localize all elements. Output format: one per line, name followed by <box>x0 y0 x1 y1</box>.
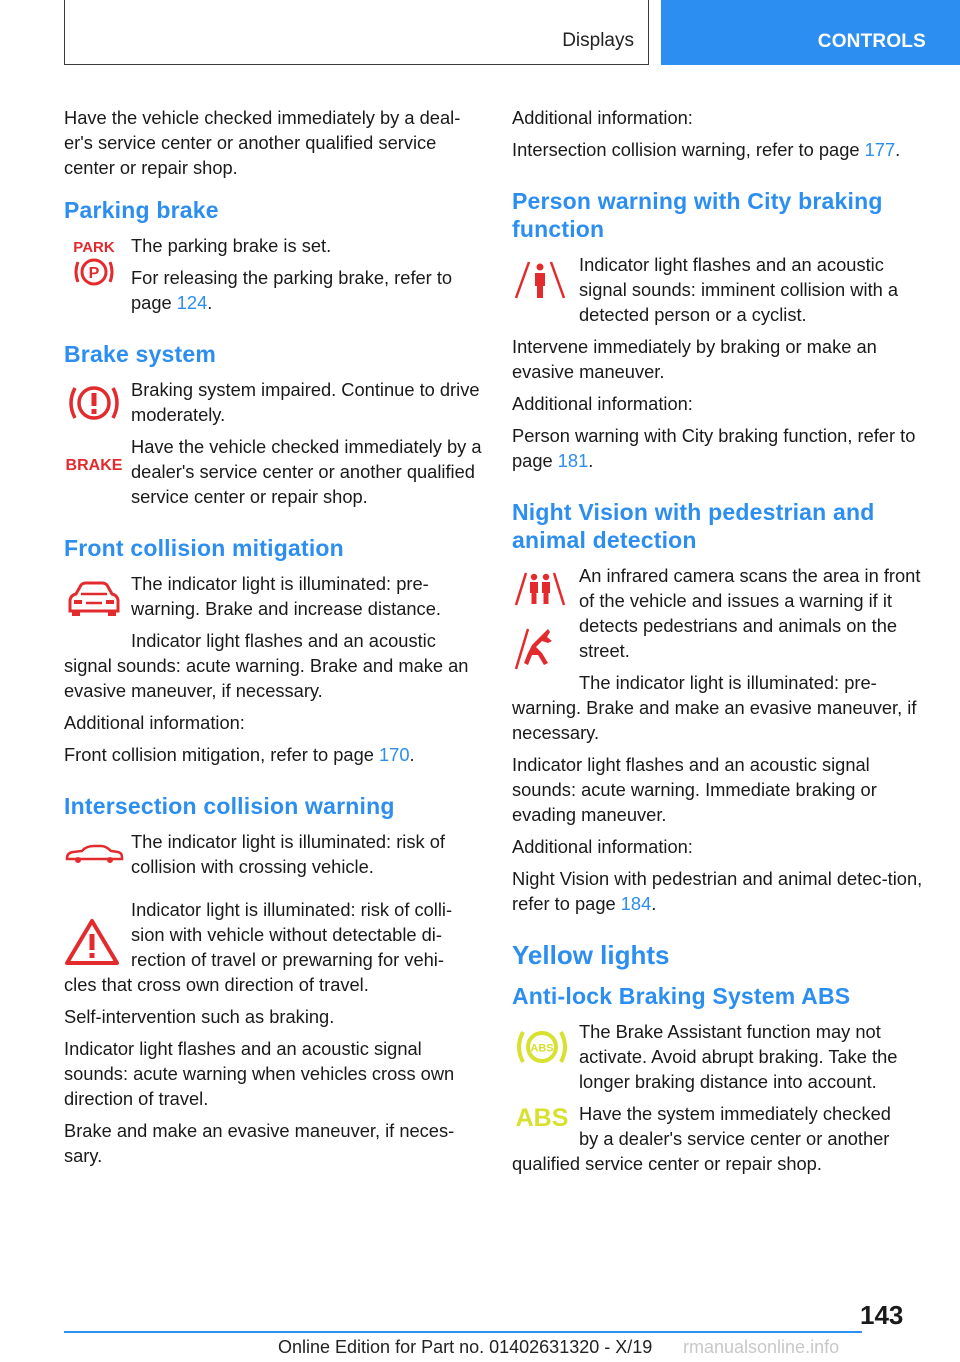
person-ref-period: . <box>588 450 594 471</box>
front-collision-block <box>64 571 482 767</box>
car-front-icon <box>64 581 124 617</box>
intersection-text-1: The indicator light is illuminated: risk of collision with crossing vehicle. <box>131 831 445 877</box>
intersection-text-3: Self-intervention such as braking. <box>64 1006 335 1027</box>
parking-brake-text-2 <box>131 265 482 315</box>
heading-intersection-warning: Intersection collision warning <box>64 793 395 819</box>
front-collision-text-2a: Indicator light flashes and an acoustic <box>131 630 436 651</box>
left-column <box>64 105 482 1175</box>
page-link-177[interactable]: 177 <box>864 139 896 160</box>
intersection-text-2b: cles that cross own direction of travel. <box>64 974 369 995</box>
chapter-title: CONTROLS <box>817 31 926 52</box>
abs-text-2b: by a dealer's service center or another <box>579 1128 890 1149</box>
section-title: Displays <box>562 30 634 51</box>
intersection-text-2a: Indicator light is illuminated: risk of colli‐sion with vehicle without detectable di‐rection of travel or prewarning for vehi‐ <box>131 899 453 970</box>
abs-text-2c: qualified service center or repair shop. <box>512 1153 822 1174</box>
intersection-ref-period: . <box>895 139 901 160</box>
intersection-block <box>64 829 482 1168</box>
front-ref-period: . <box>409 744 415 765</box>
page-link-170[interactable]: 170 <box>379 744 410 765</box>
night-vision-text-2b: warning. Brake and make an evasive maneuver, if necessary. <box>512 697 917 743</box>
intersection-ref-text: Intersection collision warning, refer to page <box>512 139 865 160</box>
night-vision-block <box>512 563 930 916</box>
abs-text-2 <box>512 1101 930 1176</box>
svg-text:P: P <box>88 265 100 282</box>
night-vision-text-3: Indicator light flashes and an acoustic signal sounds: acute warning. Immediate braking or evading maneuver. <box>512 754 877 825</box>
night-vision-text-2 <box>512 670 930 745</box>
brake-system-block <box>64 377 482 509</box>
front-ref-text: Front collision mitigation, refer to page <box>64 744 379 765</box>
parking-brake-text-1: The parking brake is set. <box>131 235 332 256</box>
person-warning-ref <box>512 423 930 473</box>
brake-icon-label: BRAKE <box>65 457 123 474</box>
brake-text-icon <box>64 453 124 475</box>
car-side-icon <box>64 843 124 865</box>
abs-block <box>512 1019 930 1176</box>
abs-text-icon <box>512 1103 572 1131</box>
parking-brake-block <box>64 233 482 315</box>
night-ref-text: Night Vision with pedestrian and animal detec‐tion, refer to page <box>512 868 923 914</box>
brake-system-text-1: Braking system impaired. Continue to drive moderately. <box>131 379 480 425</box>
night-vision-text-1: An infrared camera scans the area in front of the vehicle and issues a warning if it detects pedestrians and animals on the street. <box>579 565 921 661</box>
pedestrians-icon <box>512 569 568 609</box>
parking-ref-period: . <box>207 292 213 313</box>
warning-triangle-icon <box>64 918 120 966</box>
night-vision-text-2a: The indicator light is illuminated: pre‐ <box>579 672 877 693</box>
page-link-184[interactable]: 184 <box>620 893 652 914</box>
pedestrian-warning-icon <box>512 258 568 302</box>
heading-brake-system: Brake system <box>64 341 217 367</box>
night-ref-period: . <box>651 893 657 914</box>
front-collision-ref <box>64 742 482 767</box>
heading-person-warning: Person warning with City braking function <box>512 188 883 242</box>
intro-paragraph: Have the vehicle checked immediately by a deal‐er's service center or another qualified service center or repair shop. <box>64 107 461 178</box>
brake-system-text-2: Have the vehicle checked immediately by a dealer's service center or another qualified service center or repair shop. <box>131 436 482 507</box>
heading-night-vision: Night Vision with pedestrian and animal detection <box>512 499 875 553</box>
heading-yellow-lights: Yellow lights <box>512 940 670 970</box>
front-collision-text-2 <box>64 628 482 703</box>
page-link-181[interactable]: 181 <box>557 450 589 471</box>
heading-parking-brake: Parking brake <box>64 197 219 223</box>
parking-brake-icon <box>64 235 124 291</box>
right-intersection-ref <box>512 137 930 162</box>
animal-icon <box>512 625 568 673</box>
intersection-text-4: Indicator light flashes and an acoustic signal sounds: acute warning when vehicles cross own direction of travel. <box>64 1038 455 1109</box>
heading-front-collision: Front collision mitigation <box>64 535 344 561</box>
person-warning-block <box>512 252 930 473</box>
page-number: 143 <box>860 1300 904 1330</box>
person-warning-text-1: Indicator light flashes and an acoustic signal sounds: imminent collision with a detected person or a cyclist. <box>579 254 899 325</box>
park-icon-label: PARK <box>73 239 115 256</box>
person-ref-text: Person warning with City braking function, refer to page <box>512 425 916 471</box>
right-additional: Additional information: <box>512 107 693 128</box>
intersection-text-5: Brake and make an evasive maneuver, if neces‐sary. <box>64 1120 455 1166</box>
heading-abs: Anti-lock Braking System ABS <box>512 983 851 1009</box>
abs-icon-label: ABS <box>515 1104 569 1131</box>
front-collision-additional: Additional information: <box>64 712 245 733</box>
page-link-124[interactable]: 124 <box>176 292 208 313</box>
night-vision-additional: Additional information: <box>512 836 693 857</box>
front-collision-text-1: The indicator light is illuminated: pre‐warning. Brake and increase distance. <box>131 573 441 619</box>
watermark: rmanualsonline.info <box>683 1337 840 1357</box>
footer-edition: Online Edition for Part no. 01402631320 - X/19 <box>278 1337 653 1357</box>
brake-warning-icon <box>64 381 124 425</box>
night-vision-ref <box>512 866 930 916</box>
person-warning-text-2: Intervene immediately by braking or make an evasive maneuver. <box>512 336 877 382</box>
abs-circle-icon <box>512 1025 572 1069</box>
person-warning-additional: Additional information: <box>512 393 693 414</box>
abs-text-1: The Brake Assistant function may not activate. Avoid abrupt braking. Take the longer braking distance into account. <box>579 1021 898 1092</box>
abs-text-2a: Have the system immediately checked <box>579 1103 891 1124</box>
right-column <box>512 105 930 1183</box>
intersection-text-2 <box>64 897 482 997</box>
header-section-box <box>64 0 649 65</box>
front-collision-text-2b: signal sounds: acute warning. Brake and make an evasive maneuver, if necessary. <box>64 655 469 701</box>
chapter-tab[interactable] <box>661 0 960 65</box>
footer-divider <box>64 1331 862 1333</box>
svg-text:ABS: ABS <box>530 1042 554 1055</box>
parking-ref-text: For releasing the parking brake, refer to page <box>131 267 453 313</box>
